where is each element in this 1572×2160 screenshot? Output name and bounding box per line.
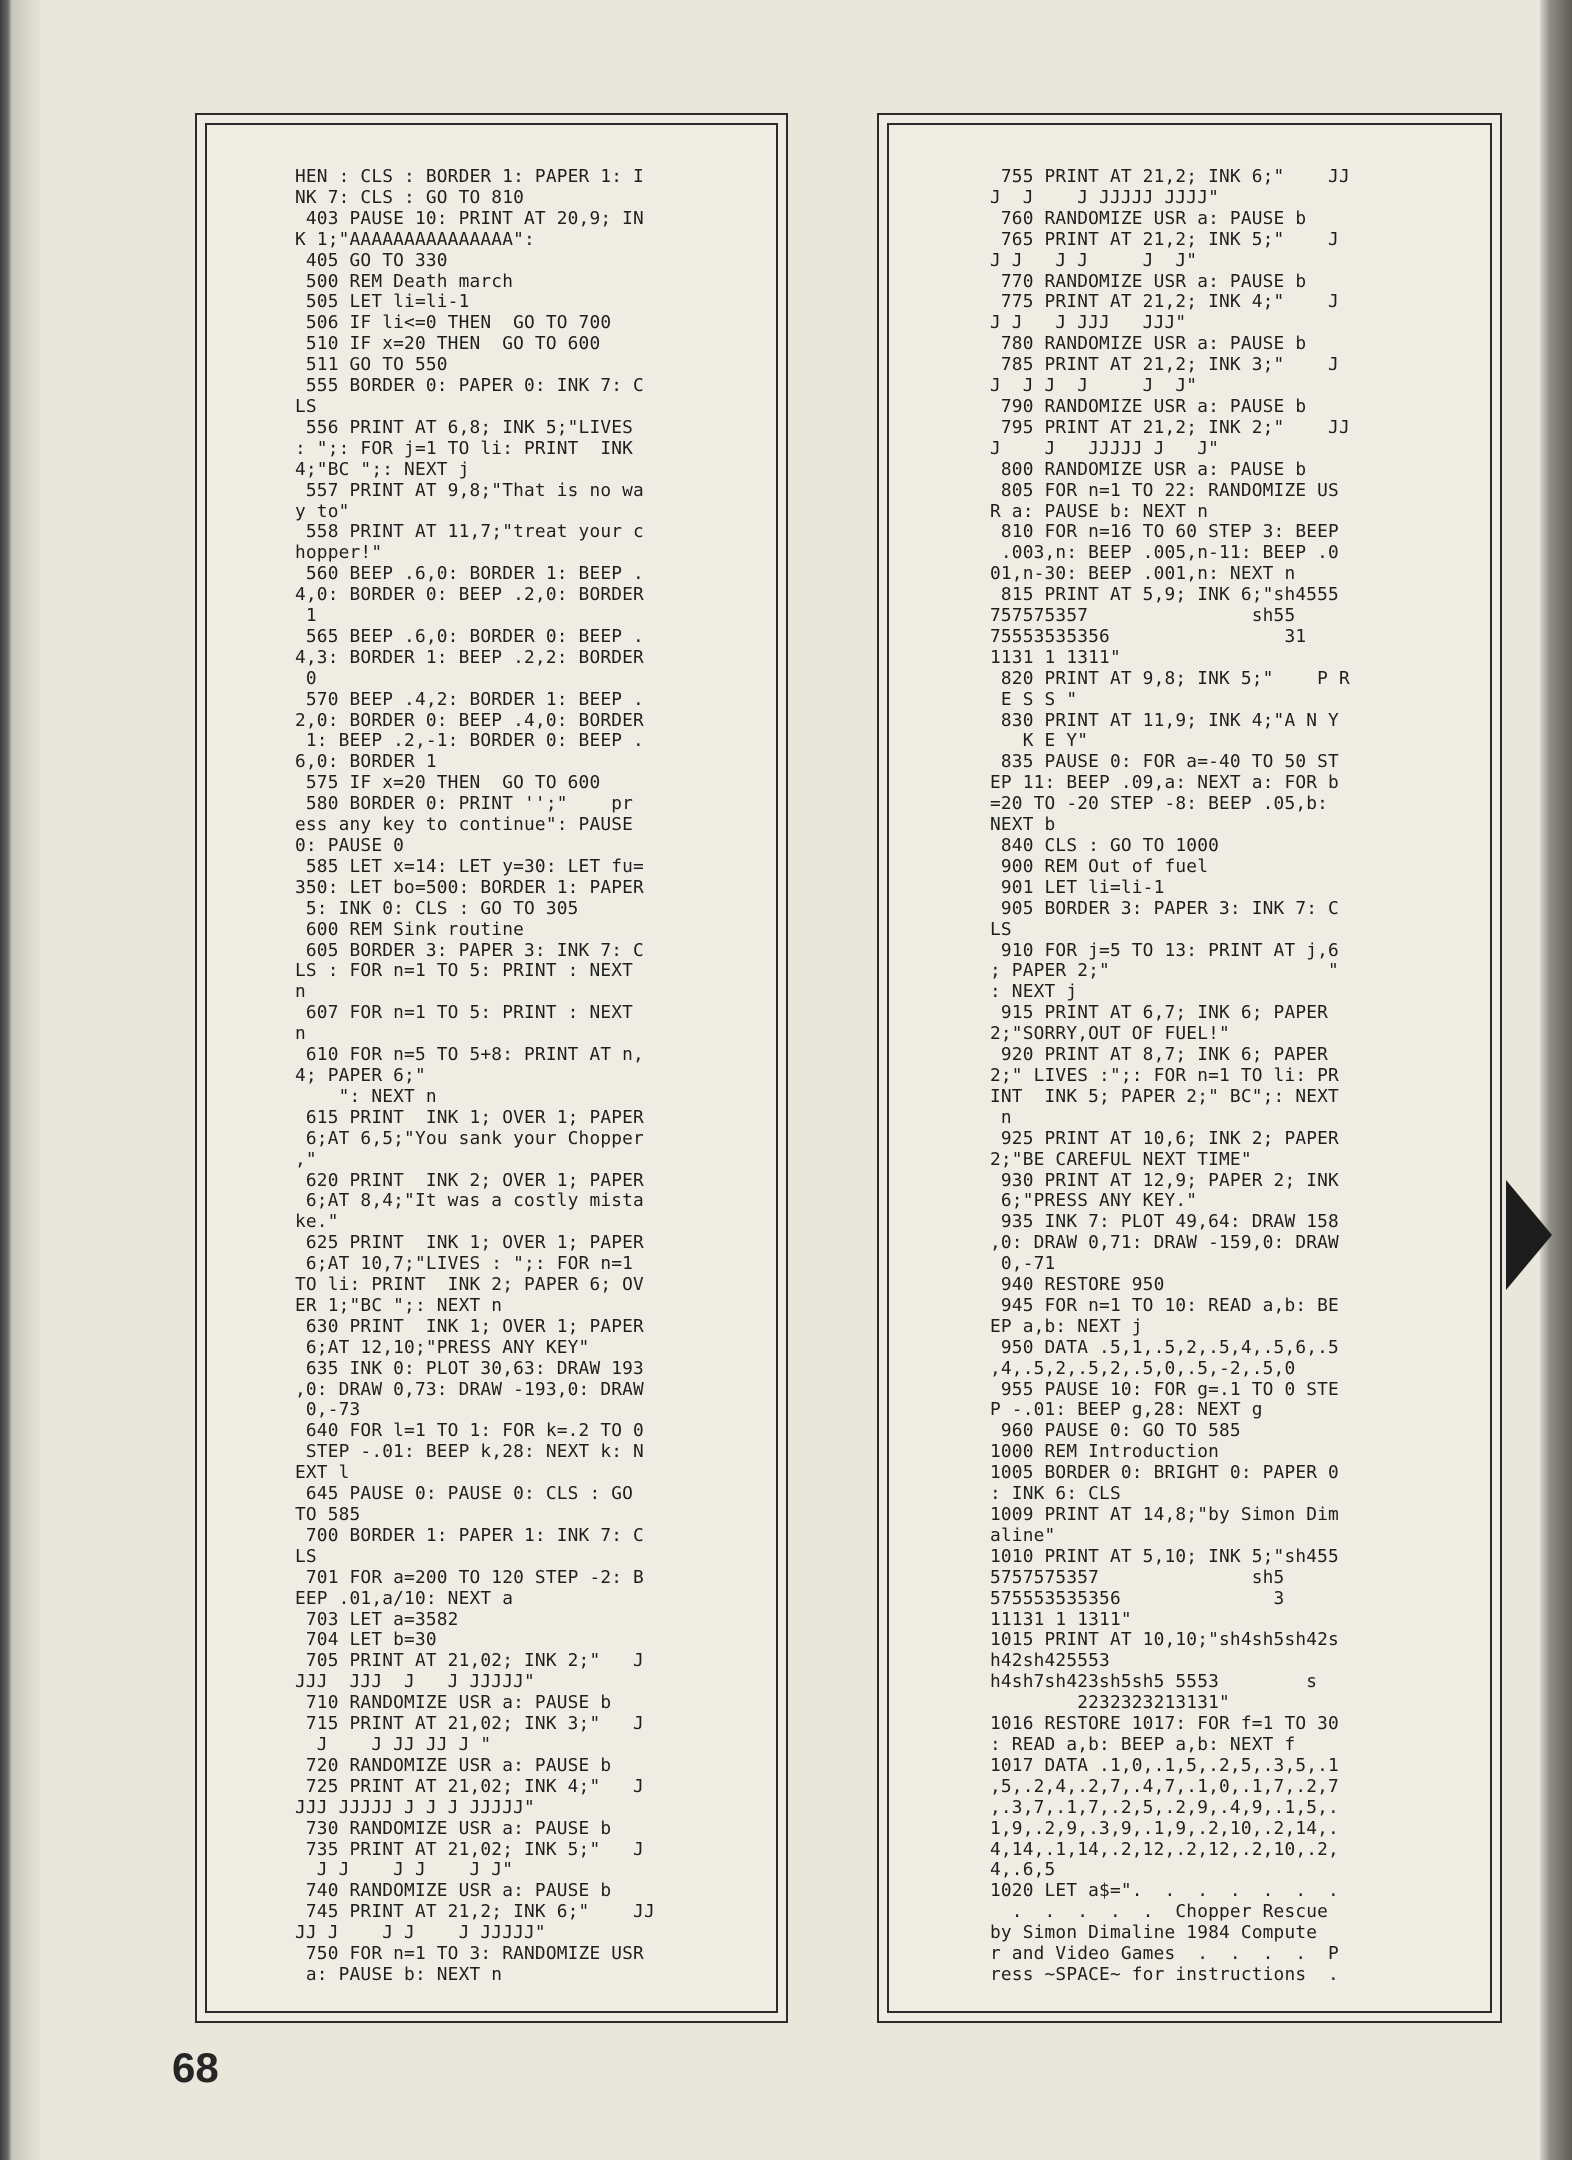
code-line: 780 RANDOMIZE USR a: PAUSE b xyxy=(990,333,1307,355)
code-line: E S S " xyxy=(990,688,1078,710)
code-line: 705 PRINT AT 21,02; INK 2;" J xyxy=(295,1650,644,1672)
code-line: 600 REM Sink routine xyxy=(295,918,525,940)
code-line: 900 REM Out of fuel xyxy=(990,855,1209,877)
code-line: 5757575357 sh5 xyxy=(990,1566,1285,1588)
code-line: 1009 PRINT AT 14,8;"by Simon Dim xyxy=(990,1504,1339,1525)
code-line: 2;"SORRY,OUT OF FUEL!" xyxy=(990,1023,1230,1045)
code-line: EP a,b: NEXT j xyxy=(990,1315,1143,1337)
code-line: 925 PRINT AT 10,6; INK 2; PAPER xyxy=(990,1127,1339,1149)
code-line: 735 PRINT AT 21,02; INK 5;" J xyxy=(295,1838,644,1860)
code-line: 745 PRINT AT 21,2; INK 6;" JJ xyxy=(295,1901,655,1923)
code-line: 570 BEEP .4,2: BORDER 1: BEEP . xyxy=(295,688,644,710)
code-line: JJJ JJJJJ J J J JJJJJ" xyxy=(295,1796,535,1818)
code-line: 701 FOR a=200 TO 120 STEP -2: B xyxy=(295,1566,644,1588)
code-line: a: PAUSE b: NEXT n xyxy=(295,1963,503,1985)
code-line: STEP -.01: BEEP k,28: NEXT k: N xyxy=(295,1441,644,1463)
code-line: 575 IF x=20 THEN GO TO 600 xyxy=(295,772,601,794)
code-line: ke." xyxy=(295,1211,339,1233)
code-line: 1,9,.2,9,.3,9,.1,9,.2,10,.2,14,. xyxy=(990,1817,1339,1839)
code-line: 715 PRINT AT 21,02; INK 3;" J xyxy=(295,1713,644,1735)
code-line: 955 PAUSE 10: FOR g=.1 TO 0 STE xyxy=(990,1378,1339,1400)
code-line: 765 PRINT AT 21,2; INK 5;" J xyxy=(990,228,1339,250)
code-line: 557 PRINT AT 9,8;"That is no wa xyxy=(295,479,644,501)
code-line: 510 IF x=20 THEN GO TO 600 xyxy=(295,333,601,355)
code-line: 511 GO TO 550 xyxy=(295,354,448,376)
code-line: 770 RANDOMIZE USR a: PAUSE b xyxy=(990,270,1307,292)
code-line: 645 PAUSE 0: PAUSE 0: CLS : GO xyxy=(295,1483,634,1505)
code-line: 820 PRINT AT 9,8; INK 5;" P R xyxy=(990,667,1350,689)
listing-panel-right xyxy=(877,113,1502,2023)
code-line: 6;AT 6,5;"You sank your Chopper xyxy=(295,1127,644,1149)
code-line: n xyxy=(295,981,306,1003)
code-line: 1015 PRINT AT 10,10;"sh4sh5sh42s xyxy=(990,1629,1339,1651)
code-line: 910 FOR j=5 TO 13: PRINT AT j,6 xyxy=(990,939,1339,961)
code-line: y to" xyxy=(295,500,350,522)
code-line: J J J JJJ JJJ" xyxy=(990,312,1187,334)
code-line: 2;"BE CAREFUL NEXT TIME" xyxy=(990,1148,1252,1170)
code-line: 01,n-30: BEEP .001,n: NEXT n xyxy=(990,563,1296,585)
code-line: EXT l xyxy=(295,1462,350,1484)
code-line: hopper!" xyxy=(295,542,383,564)
code-line: K E Y" xyxy=(990,730,1089,752)
code-line: 585 LET x=14: LET y=30: LET fu= xyxy=(295,855,644,877)
code-line: J J JJJJJ J J" xyxy=(990,437,1220,459)
code-line: 405 GO TO 330 xyxy=(295,249,448,271)
code-line: 0: PAUSE 0 xyxy=(295,835,405,856)
code-line: ; PAPER 2;" " xyxy=(990,960,1339,982)
code-line: J J J J J J" xyxy=(990,249,1198,271)
code-line: h4sh7sh423sh5sh5 5553 s xyxy=(990,1671,1318,1693)
code-line: 1010 PRINT AT 5,10; INK 5;"sh455 xyxy=(990,1545,1339,1567)
code-line: 11131 1 1311" xyxy=(990,1608,1132,1630)
code-line: 945 FOR n=1 TO 10: READ a,b: BE xyxy=(990,1294,1339,1316)
code-line: 4,0: BORDER 0: BEEP .2,0: BORDER xyxy=(295,584,644,606)
code-line: 835 PAUSE 0: FOR a=-40 TO 50 ST xyxy=(990,751,1339,773)
code-line: 905 BORDER 3: PAPER 3: INK 7: C xyxy=(990,897,1339,919)
code-line: 901 LET li=li-1 xyxy=(990,876,1165,898)
code-line: J J J J J J" xyxy=(990,375,1198,397)
code-line: 403 PAUSE 10: PRINT AT 20,9; IN xyxy=(295,207,644,229)
code-line: 1000 REM Introduction xyxy=(990,1441,1220,1463)
code-line: 725 PRINT AT 21,02; INK 4;" J xyxy=(295,1775,644,1797)
listing-panel-left xyxy=(195,113,788,2023)
code-line: 4;"BC ";: NEXT j xyxy=(295,458,470,480)
code-line: 6;AT 12,10;"PRESS ANY KEY" xyxy=(295,1336,590,1358)
code-line: 790 RANDOMIZE USR a: PAUSE b xyxy=(990,395,1307,417)
code-line: 1005 BORDER 0: BRIGHT 0: PAPER 0 xyxy=(990,1462,1339,1484)
code-line: 4; PAPER 6;" xyxy=(295,1064,426,1086)
code-line: 1020 LET a$=". . . . . . . xyxy=(990,1880,1339,1902)
code-line: =20 TO -20 STEP -8: BEEP .05,b: xyxy=(990,793,1329,815)
code-line: 1016 RESTORE 1017: FOR f=1 TO 30 xyxy=(990,1713,1339,1735)
code-line: LS : FOR n=1 TO 5: PRINT : NEXT xyxy=(295,960,634,982)
code-line: NEXT b xyxy=(990,814,1056,836)
code-line: 2,0: BORDER 0: BEEP .4,0: BORDER xyxy=(295,709,644,731)
code-line: 640 FOR l=1 TO 1: FOR k=.2 TO 0 xyxy=(295,1420,644,1442)
code-line: LS xyxy=(990,918,1012,940)
code-line: 757575357 sh55 xyxy=(990,605,1296,627)
code-line: 785 PRINT AT 21,2; INK 3;" J xyxy=(990,354,1339,376)
code-line: 760 RANDOMIZE USR a: PAUSE b xyxy=(990,207,1307,229)
code-line: 800 RANDOMIZE USR a: PAUSE b xyxy=(990,458,1307,480)
code-line: P -.01: BEEP g,28: NEXT g xyxy=(990,1399,1263,1421)
code-line: ress ~SPACE~ for instructions . xyxy=(990,1963,1339,1985)
code-line: 1 xyxy=(295,605,317,627)
basic-listing-left xyxy=(295,167,655,1986)
code-line: J J J J J J" xyxy=(295,1859,514,1881)
code-line: 940 RESTORE 950 xyxy=(990,1274,1165,1296)
code-line: 0 xyxy=(295,667,317,689)
code-line: ,5,.2,4,.2,7,.4,7,.1,0,.1,7,.2,7 xyxy=(990,1775,1339,1797)
code-line: 930 PRINT AT 12,9; PAPER 2; INK xyxy=(990,1169,1339,1191)
code-line: 730 RANDOMIZE USR a: PAUSE b xyxy=(295,1817,612,1839)
code-line: 950 DATA .5,1,.5,2,.5,4,.5,6,.5 xyxy=(990,1336,1339,1358)
code-line: 1131 1 1311" xyxy=(990,646,1121,668)
code-line: 4,3: BORDER 1: BEEP .2,2: BORDER xyxy=(295,646,644,668)
code-line: 704 LET b=30 xyxy=(295,1629,437,1651)
basic-listing-right xyxy=(990,167,1350,1986)
code-line: 0,-71 xyxy=(990,1253,1056,1275)
code-line: 700 BORDER 1: PAPER 1: INK 7: C xyxy=(295,1524,644,1546)
code-line: 505 LET li=li-1 xyxy=(295,291,470,313)
code-line: JJJ JJJ J J JJJJJ" xyxy=(295,1671,535,1693)
code-line: J J JJ JJ J " xyxy=(295,1733,492,1755)
code-line: TO li: PRINT INK 2; PAPER 6; OV xyxy=(295,1274,644,1296)
code-line: 915 PRINT AT 6,7; INK 6; PAPER xyxy=(990,1002,1329,1024)
code-line: 4,14,.1,14,.2,12,.2,12,.2,10,.2, xyxy=(990,1838,1339,1860)
next-page-edge xyxy=(1540,0,1572,2160)
code-line: 6;AT 8,4;"It was a costly mista xyxy=(295,1190,644,1212)
code-line: 625 PRINT INK 1; OVER 1; PAPER xyxy=(295,1232,644,1254)
page-number: 68 xyxy=(172,2044,219,2091)
code-line: 6;"PRESS ANY KEY." xyxy=(990,1190,1198,1212)
code-line: .003,n: BEEP .005,n-11: BEEP .0 xyxy=(990,542,1339,564)
code-line: 610 FOR n=5 TO 5+8: PRINT AT n, xyxy=(295,1044,644,1066)
code-line: 560 BEEP .6,0: BORDER 1: BEEP . xyxy=(295,563,644,585)
code-line: EP 11: BEEP .09,a: NEXT a: FOR b xyxy=(990,772,1339,794)
code-line: h42sh425553 xyxy=(990,1650,1110,1672)
code-line: 710 RANDOMIZE USR a: PAUSE b xyxy=(295,1692,612,1714)
code-line: TO 585 xyxy=(295,1504,361,1525)
code-line: 506 IF li<=0 THEN GO TO 700 xyxy=(295,312,612,334)
code-line: 350: LET bo=500: BORDER 1: PAPER xyxy=(295,876,644,898)
code-line: ," xyxy=(295,1148,317,1170)
code-line: 703 LET a=3582 xyxy=(295,1608,459,1630)
code-line: HEN : CLS : BORDER 1: PAPER 1: I xyxy=(295,166,644,187)
code-line: 740 RANDOMIZE USR a: PAUSE b xyxy=(295,1880,612,1902)
code-line: n xyxy=(295,1023,306,1045)
code-line: 75553535356 31 xyxy=(990,625,1307,647)
code-line: 605 BORDER 3: PAPER 3: INK 7: C xyxy=(295,939,644,961)
code-line: ess any key to continue": PAUSE xyxy=(295,814,634,836)
code-line: J J J JJJJJ JJJJ" xyxy=(990,186,1220,208)
code-line: 810 FOR n=16 TO 60 STEP 3: BEEP xyxy=(990,521,1339,543)
code-line: 580 BORDER 0: PRINT '';" pr xyxy=(295,793,634,815)
code-line: EEP .01,a/10: NEXT a xyxy=(295,1587,514,1609)
code-line: : ";: FOR j=1 TO li: PRINT INK xyxy=(295,437,634,459)
code-line: ,4,.5,2,.5,2,.5,0,.5,-2,.5,0 xyxy=(990,1357,1296,1379)
code-line: 575553535356 3 xyxy=(990,1587,1285,1609)
code-line: 556 PRINT AT 6,8; INK 5;"LIVES xyxy=(295,416,634,438)
code-line: 555 BORDER 0: PAPER 0: INK 7: C xyxy=(295,375,644,397)
code-line: 635 INK 0: PLOT 30,63: DRAW 193 xyxy=(295,1357,644,1379)
code-line: ,0: DRAW 0,73: DRAW -193,0: DRAW xyxy=(295,1378,644,1400)
code-line: 0,-73 xyxy=(295,1399,361,1421)
code-line: r and Video Games . . . . P xyxy=(990,1943,1339,1965)
code-line: 615 PRINT INK 1; OVER 1; PAPER xyxy=(295,1106,644,1128)
code-line: 775 PRINT AT 21,2; INK 4;" J xyxy=(990,291,1339,313)
code-line: 815 PRINT AT 5,9; INK 6;"sh4555 xyxy=(990,584,1339,606)
continue-arrow-icon xyxy=(1506,1180,1552,1290)
code-line: 2;" LIVES :";: FOR n=1 TO li: PR xyxy=(990,1064,1339,1086)
code-line: LS xyxy=(295,395,317,417)
code-line: ,.3,7,.1,7,.2,5,.2,9,.4,9,.1,5,. xyxy=(990,1796,1339,1818)
code-line: 795 PRINT AT 21,2; INK 2;" JJ xyxy=(990,416,1350,438)
code-line: . . . . . Chopper Rescue xyxy=(990,1901,1329,1923)
code-line: : READ a,b: BEEP a,b: NEXT f xyxy=(990,1733,1296,1755)
code-line: LS xyxy=(295,1545,317,1567)
code-line: 620 PRINT INK 2; OVER 1; PAPER xyxy=(295,1169,644,1191)
page-binding xyxy=(0,0,40,2160)
code-line: 6;AT 10,7;"LIVES : ";: FOR n=1 xyxy=(295,1253,634,1275)
code-line: 840 CLS : GO TO 1000 xyxy=(990,835,1220,856)
code-line: 830 PRINT AT 11,9; INK 4;"A N Y xyxy=(990,709,1339,731)
code-line: 805 FOR n=1 TO 22: RANDOMIZE US xyxy=(990,479,1339,501)
code-line: 500 REM Death march xyxy=(295,270,514,292)
code-line: n xyxy=(990,1106,1012,1128)
code-line: 5: INK 0: CLS : GO TO 305 xyxy=(295,897,579,919)
code-line: 755 PRINT AT 21,2; INK 6;" JJ xyxy=(990,166,1350,187)
code-line: 960 PAUSE 0: GO TO 585 xyxy=(990,1420,1241,1442)
code-line: 935 INK 7: PLOT 49,64: DRAW 158 xyxy=(990,1211,1339,1233)
code-line: aline" xyxy=(990,1524,1056,1546)
code-line: 558 PRINT AT 11,7;"treat your c xyxy=(295,521,644,543)
code-line: 1017 DATA .1,0,.1,5,.2,5,.3,5,.1 xyxy=(990,1754,1339,1776)
code-line: 920 PRINT AT 8,7; INK 6; PAPER xyxy=(990,1044,1329,1066)
code-line: by Simon Dimaline 1984 Compute xyxy=(990,1922,1318,1944)
code-line: 4,.6,5 xyxy=(990,1859,1056,1881)
code-line: : INK 6: CLS xyxy=(990,1483,1121,1505)
code-line: NK 7: CLS : GO TO 810 xyxy=(295,186,525,208)
code-line: ER 1;"BC ";: NEXT n xyxy=(295,1294,503,1316)
code-line: INT INK 5; PAPER 2;" BC";: NEXT xyxy=(990,1085,1339,1107)
code-line: 630 PRINT INK 1; OVER 1; PAPER xyxy=(295,1315,644,1337)
code-line: ": NEXT n xyxy=(295,1085,437,1107)
code-line: JJ J J J J JJJJJ" xyxy=(295,1922,546,1944)
code-line: 607 FOR n=1 TO 5: PRINT : NEXT xyxy=(295,1002,634,1024)
code-line: K 1;"AAAAAAAAAAAAAAA": xyxy=(295,228,535,250)
code-line: 720 RANDOMIZE USR a: PAUSE b xyxy=(295,1754,612,1776)
code-line: 6,0: BORDER 1 xyxy=(295,751,437,773)
code-line: R a: PAUSE b: NEXT n xyxy=(990,500,1209,522)
code-line: : NEXT j xyxy=(990,981,1078,1003)
code-line: 2232323213131" xyxy=(990,1692,1230,1714)
code-line: ,0: DRAW 0,71: DRAW -159,0: DRAW xyxy=(990,1232,1339,1254)
code-line: 565 BEEP .6,0: BORDER 0: BEEP . xyxy=(295,625,644,647)
code-line: 1: BEEP .2,-1: BORDER 0: BEEP . xyxy=(295,730,644,752)
code-line: 750 FOR n=1 TO 3: RANDOMIZE USR xyxy=(295,1943,644,1965)
